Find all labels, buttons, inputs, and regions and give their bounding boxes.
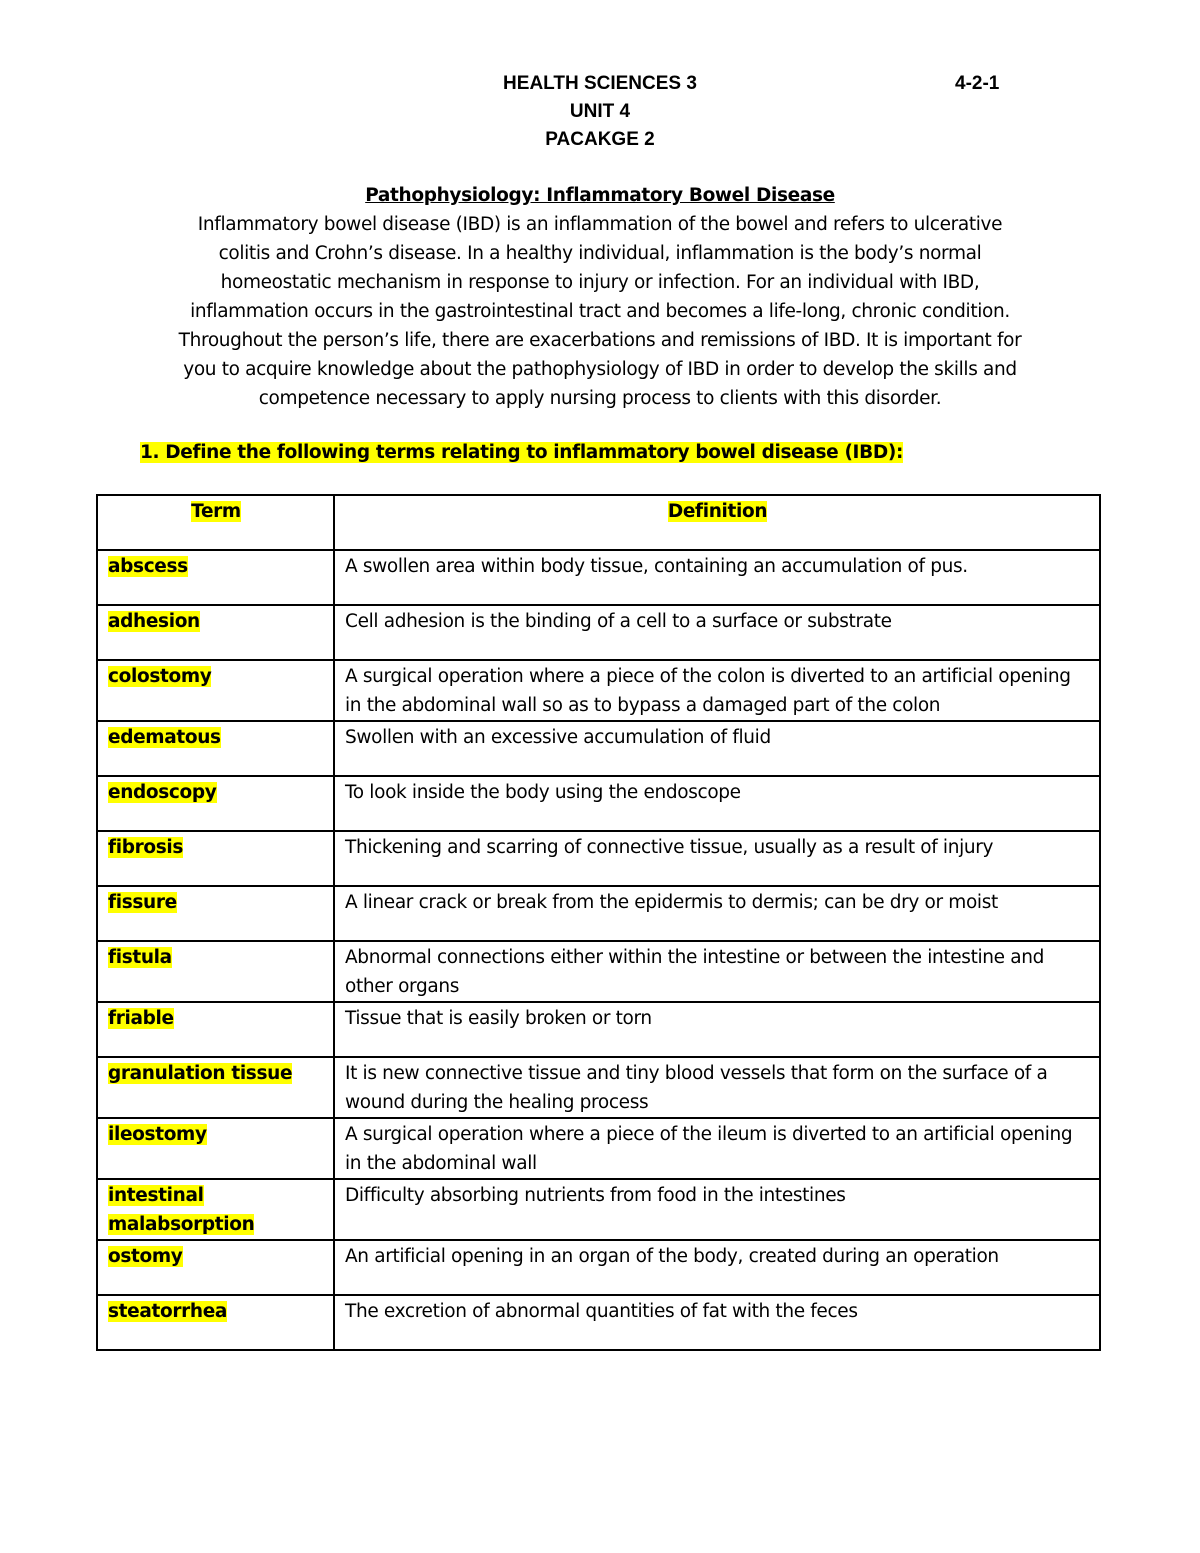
definition-cell: A surgical operation where a piece of the colon is diverted to an artificial opening in the abdominal wall so as to bypass a damaged part of the colon [334, 660, 1100, 721]
term-text: fistula [108, 947, 172, 968]
term-cell [97, 776, 334, 831]
table-row [97, 660, 1100, 721]
table-row [97, 831, 1100, 886]
header-definition-label: Definition [667, 501, 768, 522]
table-row [97, 550, 1100, 605]
intro-line: inflammation occurs in the gastrointestinal tract and becomes a life-long, chronic condition. [190, 301, 1010, 322]
table-row [97, 1179, 1100, 1240]
definition-cell: Abnormal connections either within the intestine or between the intestine and other organs [334, 941, 1100, 1002]
term-text: adhesion [108, 611, 200, 632]
term-cell [97, 886, 334, 941]
table-row [97, 1118, 1100, 1179]
intro-line: you to acquire knowledge about the pathophysiology of IBD in order to develop the skills and [183, 359, 1017, 380]
term-text: ileostomy [108, 1124, 207, 1145]
term-text: fibrosis [108, 837, 184, 858]
table-row [97, 1295, 1100, 1350]
term-text: endoscopy [108, 782, 217, 803]
section-title: Pathophysiology: Inflammatory Bowel Disease [365, 185, 835, 206]
terms-table-body [97, 550, 1100, 1350]
terms-table [96, 494, 1101, 1351]
definition-cell: Cell adhesion is the binding of a cell to a surface or substrate [334, 605, 1100, 660]
definition-cell: A surgical operation where a piece of the ileum is diverted to an artificial opening in the abdominal wall [334, 1118, 1100, 1179]
definition-cell: It is new connective tissue and tiny blood vessels that form on the surface of a wound during the healing process [334, 1057, 1100, 1118]
header-definition [334, 495, 1100, 550]
unit-label: UNIT 4 [569, 101, 631, 122]
header-term [97, 495, 334, 550]
table-header-row [97, 495, 1100, 550]
term-cell [97, 1240, 334, 1295]
term-cell [97, 605, 334, 660]
term-text: friable [108, 1008, 174, 1029]
table-row [97, 721, 1100, 776]
table-row [97, 1057, 1100, 1118]
definition-cell: A linear crack or break from the epidermis to dermis; can be dry or moist [334, 886, 1100, 941]
question-1 [140, 439, 903, 467]
package-label: PACAKGE 2 [545, 129, 655, 150]
course-title: HEALTH SCIENCES 3 [503, 73, 697, 94]
definition-cell: Difficulty absorbing nutrients from food in the intestines [334, 1179, 1100, 1240]
term-cell [97, 941, 334, 1002]
intro-line: colitis and Crohn’s disease. In a healthy individual, inflammation is the body’s normal [218, 243, 982, 264]
intro-line: Inflammatory bowel disease (IBD) is an inflammation of the bowel and refers to ulcerative [197, 214, 1003, 235]
term-text: granulation tissue [108, 1063, 293, 1084]
term-cell [97, 1118, 334, 1179]
term-cell [97, 721, 334, 776]
table-row [97, 1002, 1100, 1057]
header-term-label: Term [191, 501, 241, 522]
definition-cell: An artificial opening in an organ of the body, created during an operation [334, 1240, 1100, 1295]
term-text: intestinal malabsorption [108, 1185, 255, 1235]
definition-cell: Tissue that is easily broken or torn [334, 1002, 1100, 1057]
term-text: abscess [108, 556, 188, 577]
definition-cell: A swollen area within body tissue, containing an accumulation of pus. [334, 550, 1100, 605]
package-code: 4-2-1 [955, 73, 1000, 94]
table-row [97, 1240, 1100, 1295]
table-row [97, 605, 1100, 660]
question-text: 1. Define the following terms relating to inflammatory bowel disease (IBD): [140, 442, 903, 463]
definition-cell: Swollen with an excessive accumulation of fluid [334, 721, 1100, 776]
table-row [97, 886, 1100, 941]
intro-section [100, 181, 1100, 413]
term-text: steatorrhea [108, 1301, 228, 1322]
term-cell [97, 1057, 334, 1118]
term-cell [97, 1295, 334, 1350]
definition-cell: The excretion of abnormal quantities of fat with the feces [334, 1295, 1100, 1350]
intro-line: homeostatic mechanism in response to injury or infection. For an individual with IBD, [220, 272, 980, 293]
term-text: colostomy [108, 666, 212, 687]
document-header [0, 70, 1200, 154]
definition-cell: To look inside the body using the endoscope [334, 776, 1100, 831]
term-cell [97, 1002, 334, 1057]
term-cell [97, 660, 334, 721]
table-row [97, 941, 1100, 1002]
term-cell [97, 550, 334, 605]
term-cell [97, 1179, 334, 1240]
intro-line: competence necessary to apply nursing process to clients with this disorder. [258, 388, 942, 409]
term-text: ostomy [108, 1246, 183, 1267]
term-cell [97, 831, 334, 886]
term-text: fissure [108, 892, 177, 913]
table-row [97, 776, 1100, 831]
term-text: edematous [108, 727, 221, 748]
intro-line: Throughout the person’s life, there are exacerbations and remissions of IBD. It is important for [178, 330, 1022, 351]
definition-cell: Thickening and scarring of connective tissue, usually as a result of injury [334, 831, 1100, 886]
